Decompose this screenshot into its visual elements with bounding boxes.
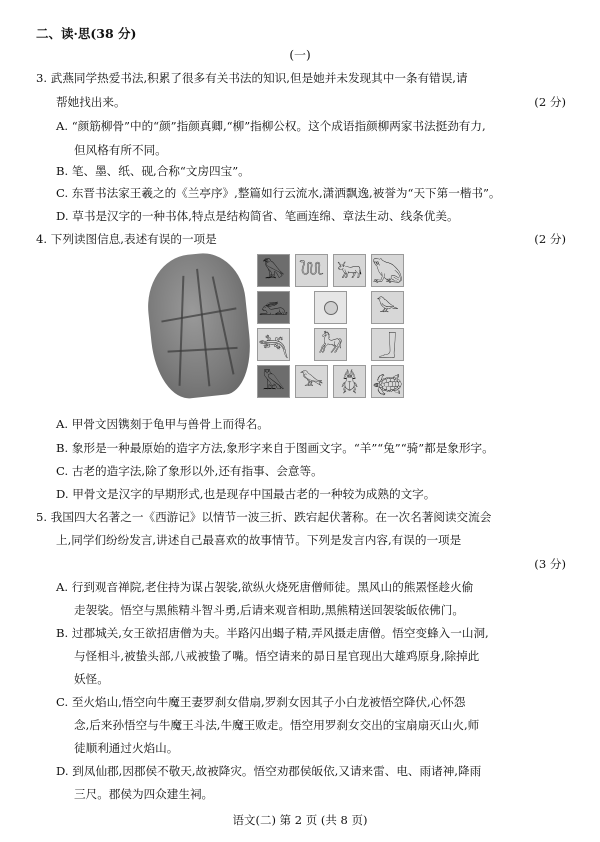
pictograph-tile: 𓆈 — [257, 328, 290, 361]
q3-stem-line2: 帮她找出来。 — [56, 95, 126, 109]
pictograph-tile: 𓃗 — [314, 328, 347, 361]
q5-stem-line2: 上,同学们纷纷发言,讲述自己最喜欢的故事情节。下列是发言内容,有误的一项是 — [56, 533, 462, 547]
q4-option-b: B. 象形是一种最原始的造字方法,象形字来自于图画文字。“羊”“兔”“骑”都是象形字。 — [56, 441, 494, 455]
q4-option-d: D. 甲骨文是汉字的早期形式,也是现存中国最古老的一种较为成熟的文字。 — [56, 487, 436, 501]
q4-stem: 4. 下列读图信息,表述有误的一项是 — [36, 232, 217, 246]
q4-option-c: C. 古老的造字法,除了象形以外,还有指事、会意等。 — [56, 464, 323, 478]
pictograph-grid — [257, 254, 405, 396]
seal-icon — [324, 301, 338, 315]
q5-option-d-line1: D. 到凤仙郡,因郡侯不敬天,故被降灾。悟空劝郡侯皈依,又请来雷、电、雨诸神,降雨 — [56, 764, 482, 778]
q5-score: (3 分) — [534, 557, 566, 571]
section-title: 二、读·思(38 分) — [36, 26, 137, 41]
part-label: (一) — [289, 48, 311, 62]
pictograph-center-tile — [314, 291, 347, 324]
q3-option-c: C. 东晋书法家王羲之的《兰亭序》,整篇如行云流水,潇洒飘逸,被誉为“天下第一楷书”。 — [56, 186, 501, 200]
q3-option-b: B. 笔、墨、纸、砚,合称“文房四宝”。 — [56, 164, 250, 178]
pictograph-tile: 𓆉 — [371, 365, 404, 398]
q3-score: (2 分) — [534, 95, 566, 109]
pictograph-tile: 𓅪 — [371, 291, 404, 324]
page-footer: 语文(二) 第 2 页 (共 8 页) — [232, 813, 368, 827]
q3-option-d: D. 草书是汉字的一种书体,特点是结构简省、笔画连绵、章法生动、线条优美。 — [56, 209, 459, 223]
q5-option-c-line3: 徒顺利通过火焰山。 — [74, 741, 179, 755]
q3-option-a-line1: A. “颜筋柳骨”中的“颜”指颜真卿,“柳”指柳公权。这个成语指颜柳两家书法挺劲有力, — [56, 119, 486, 133]
q5-option-a-line1: A. 行到观音禅院,老住持为谋占袈裟,欲纵火烧死唐僧师徒。黑风山的熊罴怪趁火偷 — [56, 580, 474, 594]
q5-option-c-line1: C. 至火焰山,悟空向牛魔王妻罗刹女借扇,罗刹女因其子小白龙被悟空降伏,心怀怨 — [56, 695, 466, 709]
q5-option-b-line3: 妖怪。 — [74, 672, 109, 686]
q4-score: (2 分) — [534, 232, 566, 246]
q5-option-c-line2: 念,后来孙悟空与牛魔王斗法,牛魔王败走。悟空用罗刹女交出的宝扇扇灭山火,师 — [74, 718, 480, 732]
q4-option-a: A. 甲骨文因镌刻于龟甲与兽骨上而得名。 — [56, 417, 269, 431]
pictograph-tile: 𓃹 — [257, 291, 290, 324]
q5-option-a-line2: 走袈裟。悟空与黑熊精斗智斗勇,后请来观音相助,黑熊精送回袈裟皈依佛门。 — [74, 603, 464, 617]
pictograph-tile: 𓃒 — [333, 254, 366, 287]
q5-stem-line1: 5. 我国四大名著之一《西游记》以情节一波三折、跌宕起伏著称。在一次名著阅读交流会 — [36, 510, 492, 524]
q5-option-b-line2: 与怪相斗,被蛰头部,八戒被蛰了嘴。悟空请来的昴日星官现出大雄鸡原身,除掉此 — [74, 649, 480, 663]
q3-option-a-line2: 但风格有所不同。 — [74, 143, 167, 157]
pictograph-tile: 𓅃 — [257, 254, 290, 287]
pictograph-tile: 𓅓 — [257, 365, 290, 398]
pictograph-tile: 𓆙 — [295, 254, 328, 287]
pictograph-tile: 𓃀 — [371, 328, 404, 361]
q5-option-b-line1: B. 过郡城关,女王欲招唐僧为夫。半路闪出蝎子精,弄风摄走唐僧。悟空变蜂入一山洞, — [56, 626, 489, 640]
q3-stem-line1: 3. 武燕同学热爱书法,积累了很多有关书法的知识,但是她并未发现其中一条有错误,请 — [36, 71, 468, 85]
pictograph-tile: 𓆏 — [371, 254, 404, 287]
pictograph-tile: 𓅨 — [295, 365, 328, 398]
oracle-bone-image — [143, 249, 255, 401]
q5-option-d-line2: 三尺。郡侯为四众建生祠。 — [74, 787, 214, 801]
pictograph-tile: 𓆣 — [333, 365, 366, 398]
